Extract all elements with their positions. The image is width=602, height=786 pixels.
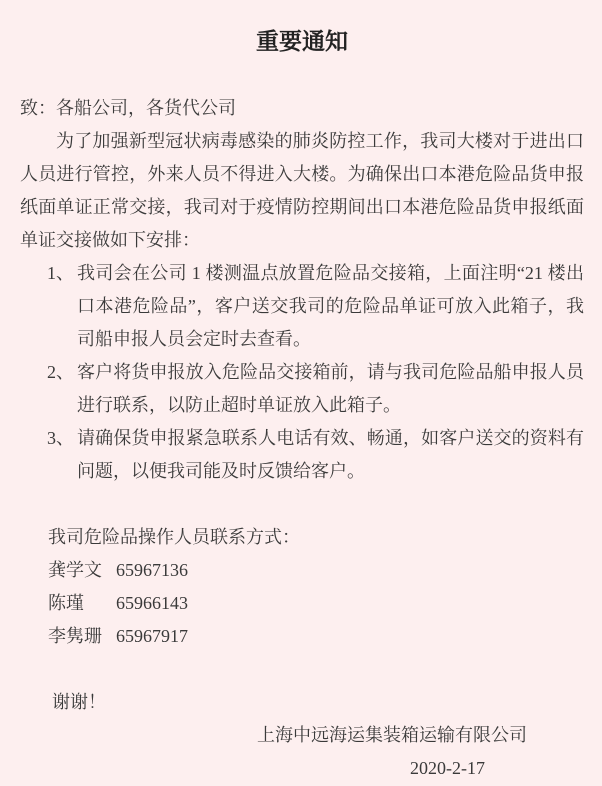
contact-phone: 65967136 <box>116 560 188 580</box>
list-item <box>20 356 584 422</box>
arrangement-list <box>20 257 584 488</box>
list-item-text: 我司会在公司 1 楼测温点放置危险品交接箱，上面注明“21 楼出口本港危险品”，客户送交我司的危险品单证可放入此箱子，我司船申报人员会定时去查看。 <box>77 263 584 349</box>
closing-thanks: 谢谢！ <box>52 692 106 712</box>
intro-paragraph: 为了加强新型冠状病毒感染的肺炎防控工作，我司大楼对于进出口人员进行管控，外来人员不得进入大楼。为确保出口本港危险品货申报纸面单证正常交接，我司对于疫情防控期间出口本港危险品货申报纸面单证交接做如下安排： <box>20 131 584 250</box>
list-item <box>20 257 584 356</box>
contact-row <box>20 620 584 653</box>
list-item-number: 1、 <box>47 263 74 283</box>
contact-heading: 我司危险品操作人员联系方式： <box>48 527 300 547</box>
company-signature: 上海中远海运集装箱运输有限公司 <box>257 725 527 745</box>
list-item-number: 3、 <box>47 428 74 448</box>
list-item-number: 2、 <box>47 362 74 382</box>
contact-row <box>20 554 584 587</box>
contact-phone: 65967917 <box>116 626 188 646</box>
contact-phone: 65966143 <box>116 593 188 613</box>
list-item <box>20 422 584 488</box>
notice-date: 2020-2-17 <box>410 758 485 778</box>
contact-name: 陈瑾 <box>48 593 84 613</box>
list-item-text: 请确保货申报紧急联系人电话有效、畅通，如客户送交的资料有问题，以便我司能及时反馈给客户。 <box>77 428 584 481</box>
blank-line <box>20 653 584 686</box>
blank-line <box>20 488 584 521</box>
contact-name: 龚学文 <box>48 560 102 580</box>
contact-name: 李隽珊 <box>48 626 102 646</box>
contact-row <box>20 587 584 620</box>
notice-title: 重要通知 <box>256 29 348 54</box>
list-item-text: 客户将货申报放入危险品交接箱前，请与我司危险品船申报人员进行联系，以防止超时单证放入此箱子。 <box>77 362 584 415</box>
salutation-line: 致：各船公司，各货代公司 <box>20 98 236 118</box>
